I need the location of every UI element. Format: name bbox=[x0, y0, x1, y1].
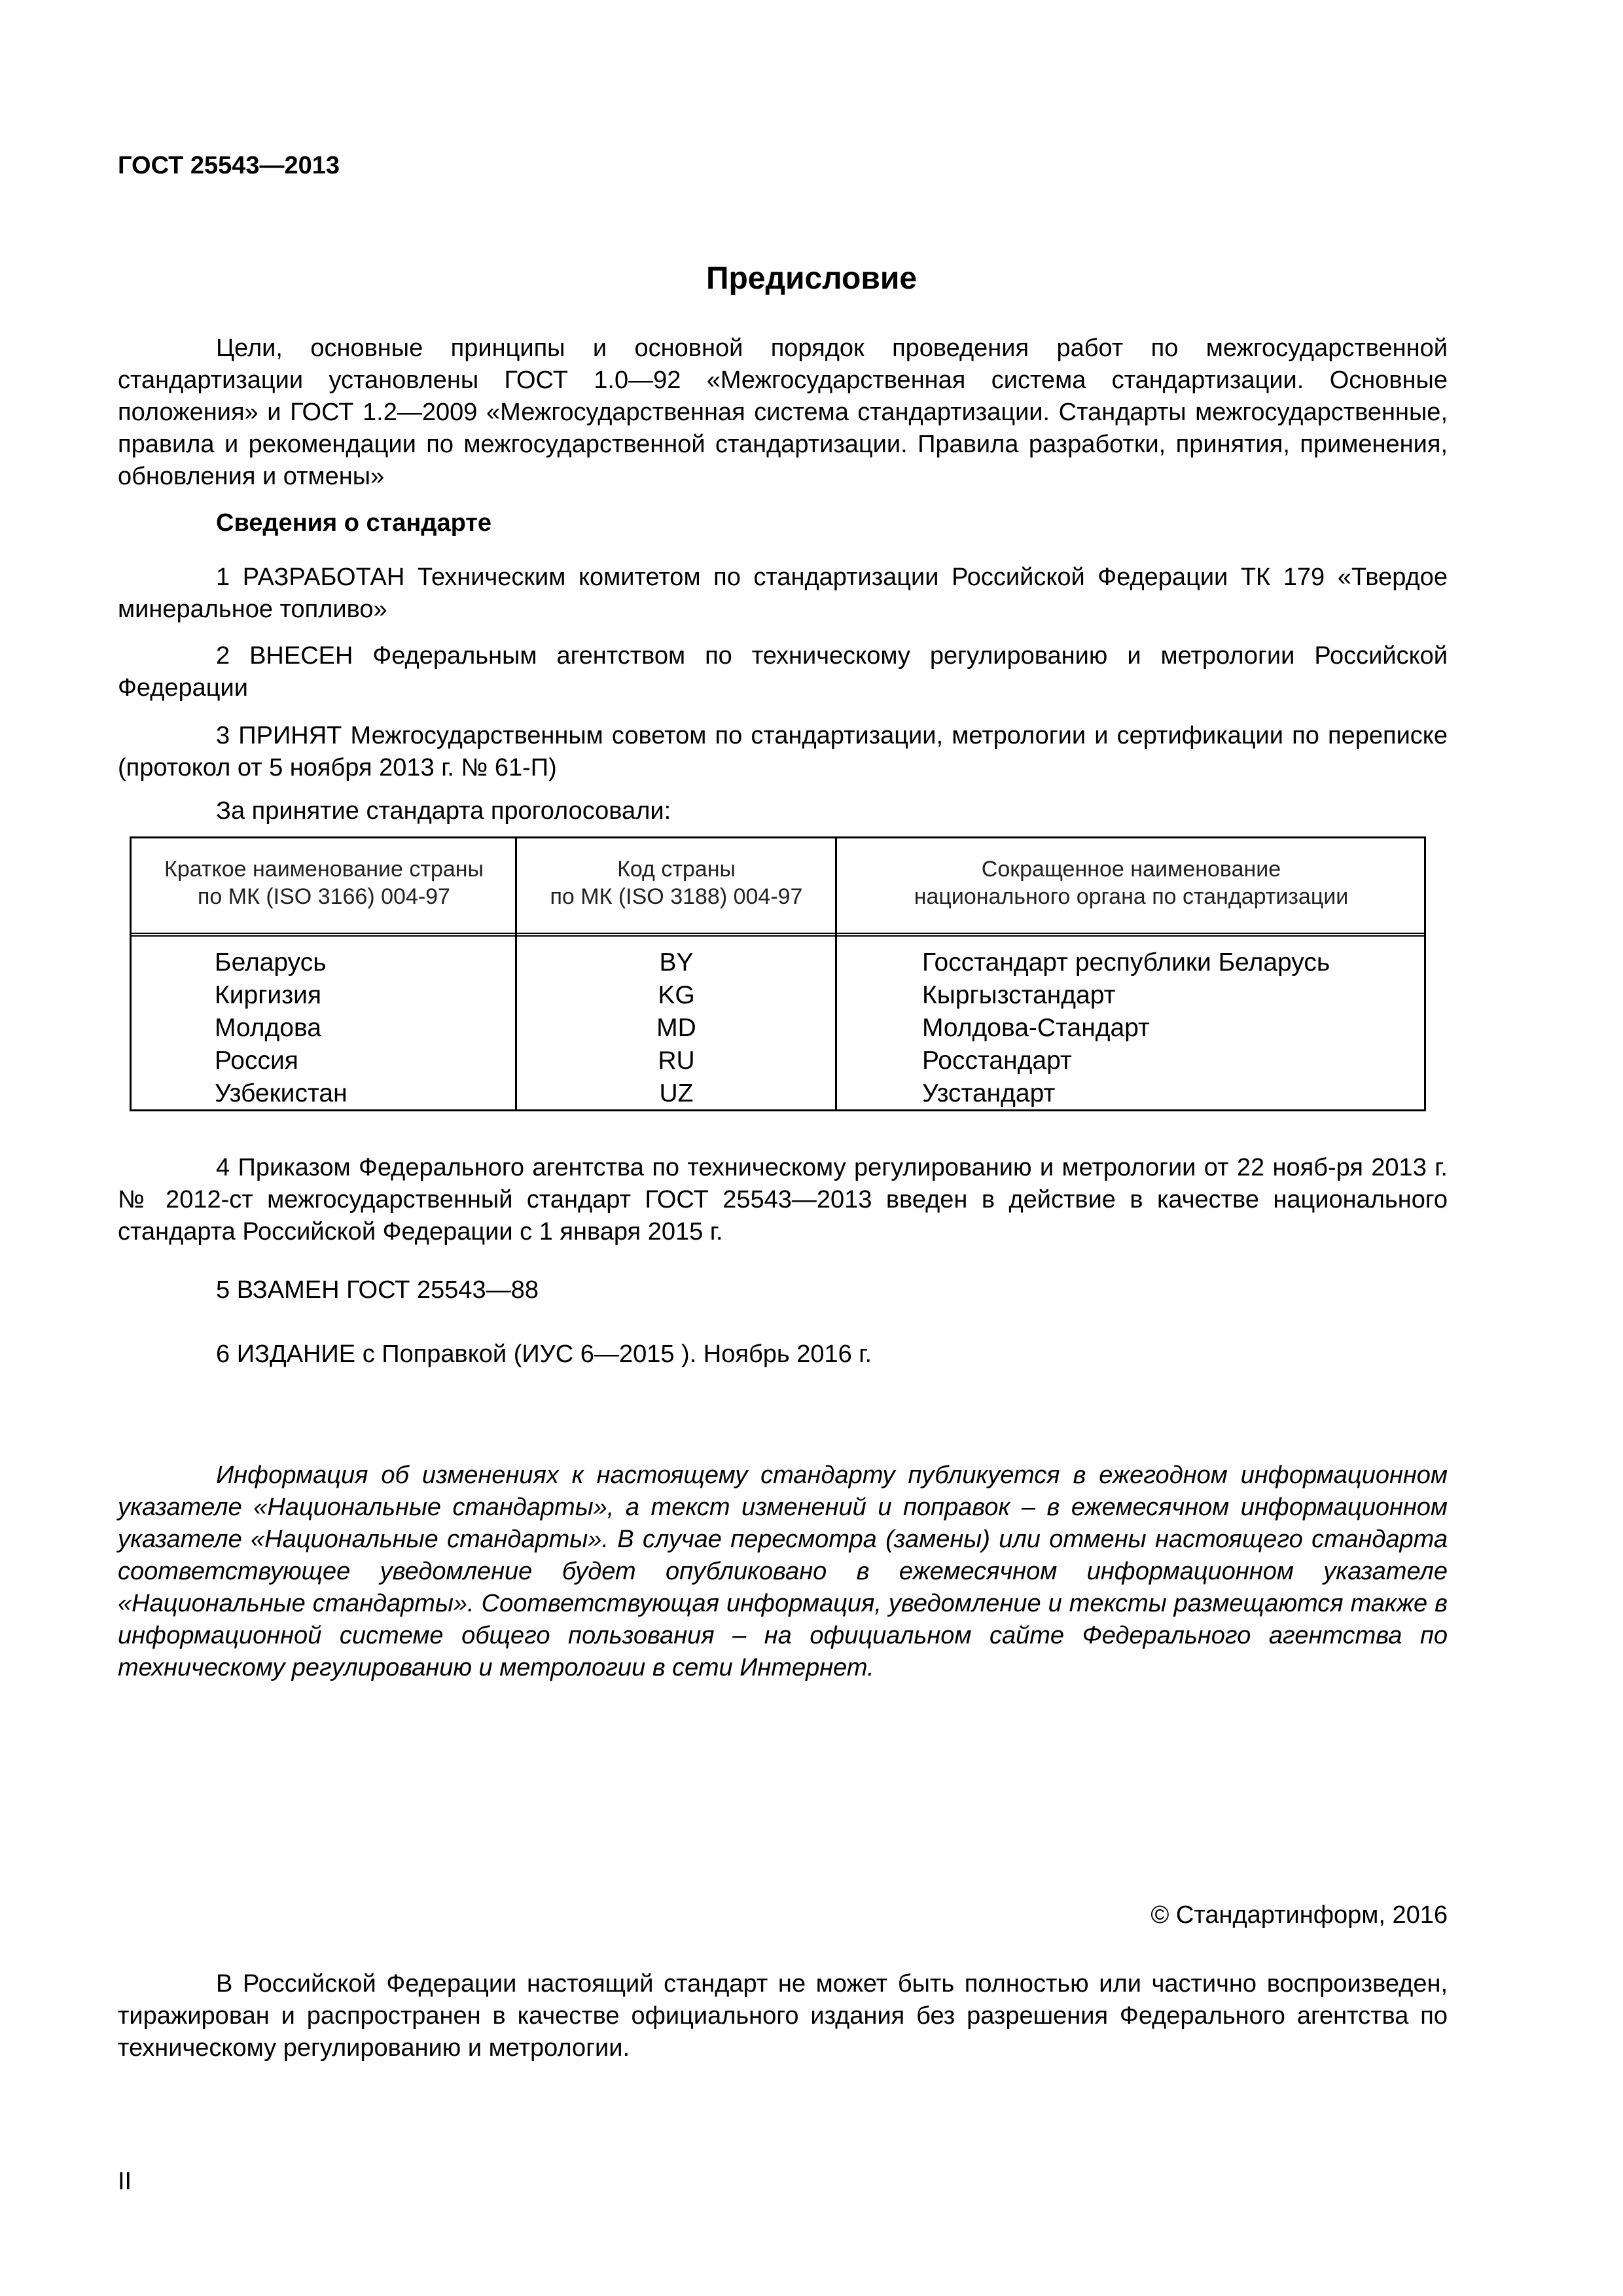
cell-country: Киргизия bbox=[215, 981, 321, 1009]
header-country-code: Код страны по МК (ISO 3188) 004-97 bbox=[550, 857, 803, 909]
item-developed-text: 1 РАЗРАБОТАН Техническим комитетом по стандартизации Российской Федерации ТК 179 «Твердое минеральное топливо» bbox=[118, 564, 1448, 623]
table-header-row bbox=[132, 838, 1424, 937]
changes-info-text: Информация об изменениях к настоящему стандарту публикуется в ежегодном информационном указателе «Национальные стандарты», а текст изменений и поправок – в ежемесячном информационном указателе «Национальные стандарты». В случае пересмотра (замены) или отмены настоящего стандарта соответствующее уведомление будет опубликовано в ежемесячном информационном указателе «Национальные стандарты». Соответствующая информация, уведомление и тексты размещаются также в информационной системе общего пользования – на официальном сайте Федерального агентства по техническому регулированию и метрологии в сети Интернет. bbox=[118, 1462, 1448, 1681]
intro-paragraph bbox=[118, 332, 1448, 493]
item-introduced bbox=[118, 640, 1448, 704]
cell-country: Беларусь bbox=[215, 948, 327, 977]
cell-code: BY bbox=[659, 948, 694, 977]
standard-info-heading: Сведения о стандарте bbox=[216, 509, 492, 537]
intro-text: Цели, основные принципы и основной порядок проведения работ по межгосударственной стандартизации установлены ГОСТ 1.0—92 «Межгосударственная система стандартизации. Основные положения» и ГОСТ 1.2—2009 «Межгосударственная система стандартизации. Стандарты межгосударственные, правила и рекомендации по межгосударственной стандартизации. Правила разработки, принятия, применения, обновления и отмены» bbox=[118, 334, 1448, 490]
copyright: © Стандартинформ, 2016 bbox=[1150, 1901, 1448, 1929]
changes-info-note bbox=[118, 1460, 1448, 1684]
item-enacted-text: 4 Приказом Федерального агентства по техническому регулированию и метрологии от 22 нояб-ря 2013 г. № 2012-ст межгосударственный стандарт ГОСТ 25543—2013 введен в действие в качестве национального стандарта Российской Федерации с 1 января 2015 г. bbox=[118, 1154, 1448, 1246]
cell-country: Узбекистан bbox=[215, 1079, 348, 1107]
item-enacted bbox=[118, 1152, 1448, 1248]
item-edition: 6 ИЗДАНИЕ с Поправкой (ИУС 6—2015 ). Ноябрь 2016 г. bbox=[216, 1340, 872, 1368]
cell-code: RU bbox=[658, 1047, 695, 1075]
vote-intro: За принятие стандарта проголосовали: bbox=[216, 797, 671, 825]
cell-code: UZ bbox=[659, 1079, 694, 1107]
item-introduced-text: 2 ВНЕСЕН Федеральным агентством по техническому регулированию и метрологии Российской Федерации bbox=[118, 642, 1448, 702]
cell-body: Кыргызстандарт bbox=[922, 981, 1116, 1009]
page-number: II bbox=[118, 2168, 132, 2195]
cell-body: Госстандарт республики Беларусь bbox=[922, 948, 1330, 977]
cell-code: KG bbox=[658, 981, 695, 1009]
header-country-name: Краткое наименование страны по МК (ISO 3166) 004-97 bbox=[164, 857, 484, 909]
voting-table bbox=[130, 836, 1426, 1111]
cell-country: Россия bbox=[215, 1047, 298, 1075]
header-standards-body: Сокращенное наименование национального органа по стандартизации bbox=[914, 857, 1349, 909]
cell-body: Узстандарт bbox=[922, 1079, 1056, 1107]
legal-notice bbox=[118, 1968, 1448, 2064]
cell-country: Молдова bbox=[215, 1014, 321, 1042]
item-replaces: 5 ВЗАМЕН ГОСТ 25543—88 bbox=[216, 1276, 539, 1304]
cell-body: Росстандарт bbox=[922, 1047, 1072, 1075]
item-developed bbox=[118, 562, 1448, 626]
cell-code: MD bbox=[656, 1014, 696, 1042]
document-code: ГОСТ 25543—2013 bbox=[118, 152, 340, 179]
page-title: Предисловие bbox=[705, 261, 918, 296]
item-adopted-text: 3 ПРИНЯТ Межгосударственным советом по стандартизации, метрологии и сертификации по переписке (протокол от 5 ноября 2013 г. № 61-П) bbox=[118, 722, 1448, 781]
item-adopted bbox=[118, 720, 1448, 784]
legal-notice-text: В Российской Федерации настоящий стандарт не может быть полностью или частично воспроизведен, тиражирован и распространен в качестве официального издания без разрешения Федерального агентства по техническому регулированию и метрологии. bbox=[118, 1970, 1448, 2062]
cell-body: Молдова-Стандарт bbox=[922, 1014, 1150, 1042]
